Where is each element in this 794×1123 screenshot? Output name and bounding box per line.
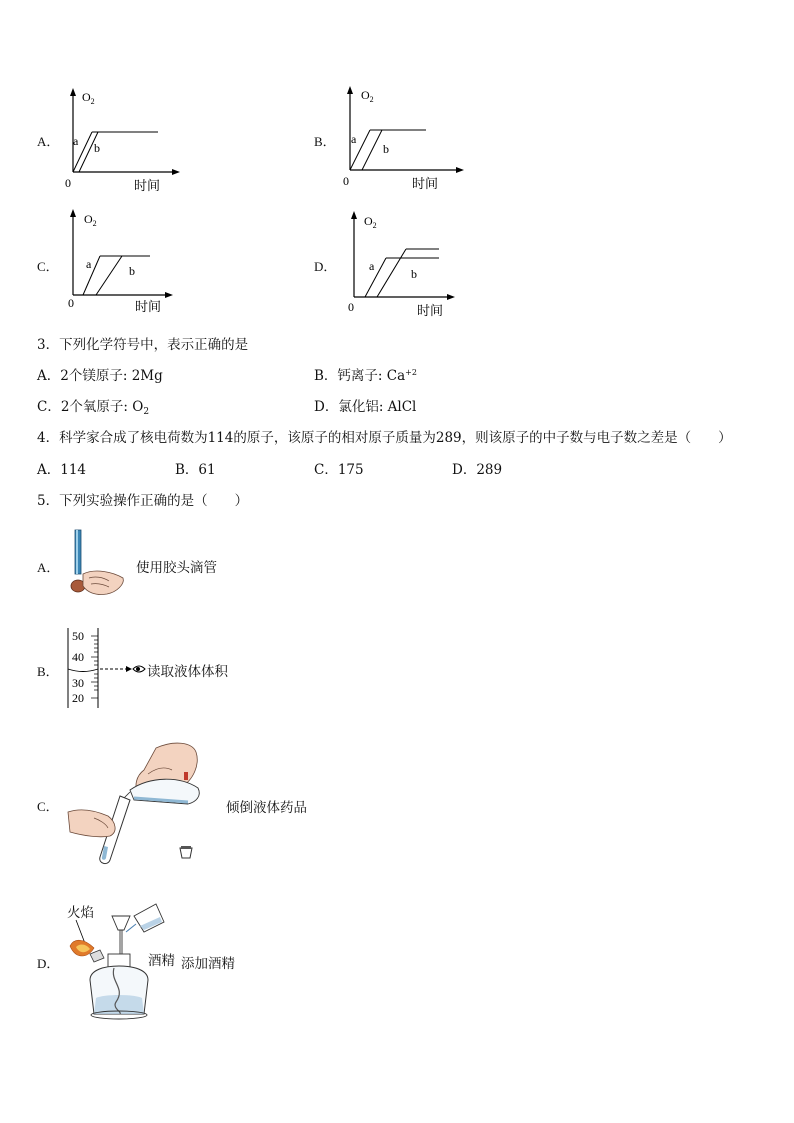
q4-option-b: B．61 — [175, 462, 216, 478]
eye-icon — [133, 666, 145, 672]
graph-option-d-letter: D． — [314, 259, 337, 274]
q5-b-letter: B． — [37, 664, 59, 679]
q5-a-letter: A． — [37, 560, 60, 575]
q4-stem: 4．科学家合成了核电荷数为114的原子，该原子的相对原子质量为289，则该原子的中子数与电子数之差是（ ） — [37, 430, 732, 446]
cylinder-tick-20: 20 — [72, 691, 84, 705]
graph-b-line-b: b — [383, 142, 389, 156]
graph-c-line-b: b — [129, 264, 135, 278]
graph-option-a — [58, 86, 198, 198]
graph-a-xlabel: 时间 — [134, 178, 161, 193]
graph-b-line-a: a — [351, 132, 357, 146]
q4-option-d: D．289 — [452, 462, 503, 478]
cylinder-tick-40: 40 — [72, 650, 84, 664]
q3-option-c: C．2个氧原子: $O_2$ — [37, 399, 150, 417]
q5-c-caption: 倾倒液体药品 — [226, 800, 307, 816]
graph-c-xlabel: 时间 — [135, 299, 162, 314]
q5-b-caption: 读取液体体积 — [147, 664, 228, 680]
q4-option-a: A．114 — [37, 462, 87, 478]
q5-stem: 5．下列实验操作正确的是（ ） — [37, 493, 249, 509]
q5-d-letter: D． — [37, 956, 60, 971]
graph-d-line-b: b — [411, 267, 417, 281]
graph-b-origin: 0 — [343, 174, 349, 188]
q3-option-b: B．钙离子: $Ca^{+2}$ — [314, 368, 417, 384]
graph-d-line-a: a — [369, 259, 375, 273]
q5-d-alcohol-label: 酒精 — [148, 953, 175, 969]
graph-option-b-letter: B． — [314, 134, 336, 149]
q3-option-d: D．氯化铝: AlCl — [314, 399, 417, 415]
graph-d-xlabel: 时间 — [417, 303, 444, 318]
graph-b-ylabel: $O_2$ — [361, 88, 374, 104]
dropper-illustration — [65, 526, 129, 606]
graph-c-ylabel: $O_2$ — [84, 212, 97, 228]
graph-d-ylabel: $O_2$ — [364, 214, 377, 230]
graph-a-ylabel: $O_2$ — [82, 90, 95, 106]
graph-c-origin: 0 — [68, 296, 74, 310]
graph-c-line-a: a — [86, 257, 92, 271]
graph-b-xlabel: 时间 — [412, 176, 439, 191]
q3-option-a: A．2个镁原子: 2Mg — [37, 368, 163, 384]
q3-stem: 3．下列化学符号中，表示正确的是 — [37, 337, 249, 353]
graph-option-b — [336, 84, 476, 196]
q4-option-c: C．175 — [314, 462, 364, 478]
graph-option-a-letter: A． — [37, 134, 60, 149]
pouring-illustration — [64, 736, 214, 866]
q5-a-caption: 使用胶头滴管 — [136, 560, 217, 576]
graph-option-d — [339, 209, 479, 321]
q5-d-flame-label: 火焰 — [67, 905, 94, 921]
q5-d-caption: 添加酒精 — [181, 956, 235, 972]
graph-a-origin: 0 — [65, 176, 71, 190]
q5-c-letter: C． — [37, 799, 59, 814]
graph-a-line-b: b — [94, 141, 100, 155]
graph-option-c — [59, 207, 199, 319]
bottle-stopper-icon — [180, 846, 192, 858]
cylinder-tick-30: 30 — [72, 676, 84, 690]
cylinder-tick-50: 50 — [72, 629, 84, 643]
graph-d-origin: 0 — [348, 300, 354, 314]
graph-a-line-a: a — [73, 134, 79, 148]
graph-option-c-letter: C． — [37, 259, 59, 274]
